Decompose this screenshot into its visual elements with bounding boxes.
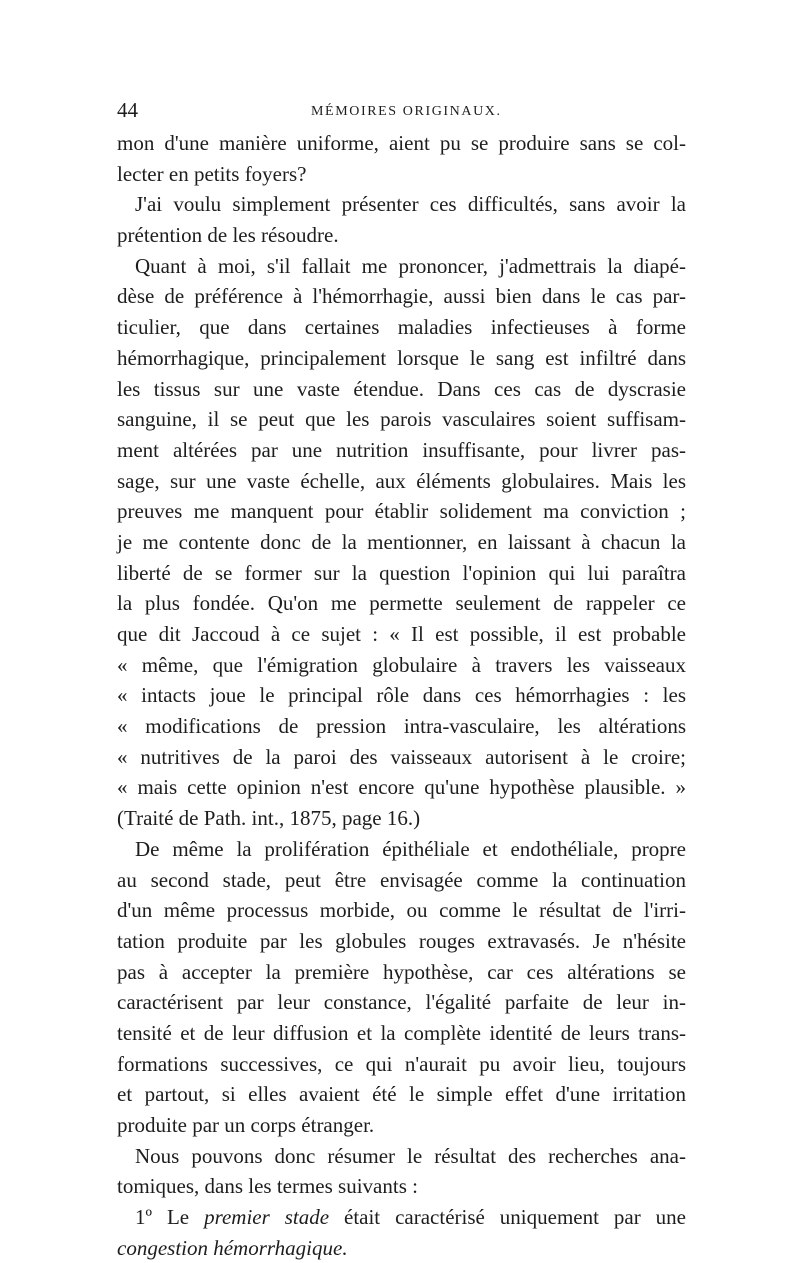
text-line: d'un même processus morbide, ou comme le résultat de l'irri-: [117, 898, 686, 923]
text-line: « modifications de pression intra-vasculaire, les altérations: [117, 714, 686, 739]
text-body: [117, 128, 686, 1263]
text-line: ticulier, que dans certaines maladies infectieuses à forme: [117, 315, 686, 340]
text-line: les tissus sur une vaste étendue. Dans ces cas de dyscrasie: [117, 376, 686, 401]
text-line: au second stade, peut être envisagée comme la continuation: [117, 867, 686, 892]
text-line: preuves me manquent pour établir solidement ma conviction ;: [117, 499, 686, 524]
text-line: « même, que l'émigration globulaire à travers les vaisseaux: [117, 652, 686, 677]
page-number: 44: [117, 98, 138, 122]
text-line: tation produite par les globules rouges extravasés. Je n'hésite: [117, 928, 686, 953]
text-line: lecter en petits foyers?: [117, 161, 307, 186]
text-line: je me contente donc de la mentionner, en laissant à chacun la: [117, 529, 686, 554]
text-line: que dit Jaccoud à ce sujet : « Il est possible, il est probable: [117, 622, 686, 646]
page: [117, 98, 686, 1263]
text-line: « nutritives de la paroi des vaisseaux autorisent à le croire;: [117, 744, 686, 769]
text-line: mon d'une manière uniforme, aient pu se produire sans se col-: [117, 131, 686, 155]
text-line: J'ai voulu simplement présenter ces difficultés, sans avoir la: [135, 192, 686, 217]
text-line: pas à accepter la première hypothèse, car ces altérations se: [117, 959, 686, 984]
text-line: (Traité de Path. int., 1875, page 16.): [117, 806, 421, 831]
text-line: sanguine, il se peut que les parois vasculaires soient suffisam-: [117, 407, 686, 432]
text-line: prétention de les résoudre.: [117, 223, 339, 248]
text-line: [117, 1233, 686, 1263]
text-line: caractérisent par leur constance, l'égalité parfaite de leur in-: [117, 990, 686, 1015]
text-line: sage, sur une vaste échelle, aux éléments globulaires. Mais les: [117, 468, 686, 493]
italic-term: premier stade: [204, 1205, 330, 1230]
text-line: Quant à moi, s'il fallait me prononcer, j'admettrais la diapé-: [135, 253, 686, 278]
text-line: De même la prolifération épithéliale et endothéliale, propre: [135, 836, 686, 861]
text-line: « intacts joue le principal rôle dans ces hémorrhagies : les: [117, 683, 686, 708]
text-line: liberté de se former sur la question l'opinion qui lui paraîtra: [117, 560, 686, 585]
text-line: « mais cette opinion n'est encore qu'une hypothèse plausible. »: [117, 775, 686, 800]
page-header: [117, 98, 686, 128]
text-line: tomiques, dans les termes suivants :: [117, 1174, 418, 1199]
text-segment: 1º Le: [135, 1205, 205, 1230]
text-line: et partout, si elles avaient été le simple effet d'une irritation: [117, 1082, 686, 1107]
text-segment: était caractérisé uniquement par une: [329, 1205, 686, 1230]
text-line: formations successives, ce qui n'aurait pu avoir lieu, toujours: [117, 1051, 686, 1076]
text-line: ment altérées par une nutrition insuffisante, pour livrer pas-: [117, 437, 686, 462]
text-line: tensité et de leur diffusion et la complète identité de leurs trans-: [117, 1020, 686, 1045]
text-line: la plus fondée. Qu'on me permette seulement de rappeler ce: [117, 591, 686, 616]
text-line: produite par un corps étranger.: [117, 1113, 375, 1137]
text-line: hémorrhagique, principalement lorsque le sang est infiltré dans: [117, 345, 686, 370]
text-line: [117, 1202, 686, 1233]
text-line: Nous pouvons donc résumer le résultat des recherches ana-: [135, 1143, 686, 1168]
text-line: dèse de préférence à l'hémorrhagie, aussi bien dans le cas par-: [117, 284, 686, 309]
italic-term: congestion hémorrhagique.: [117, 1235, 348, 1260]
running-head: MÉMOIRES ORIGINAUX.: [311, 104, 502, 119]
